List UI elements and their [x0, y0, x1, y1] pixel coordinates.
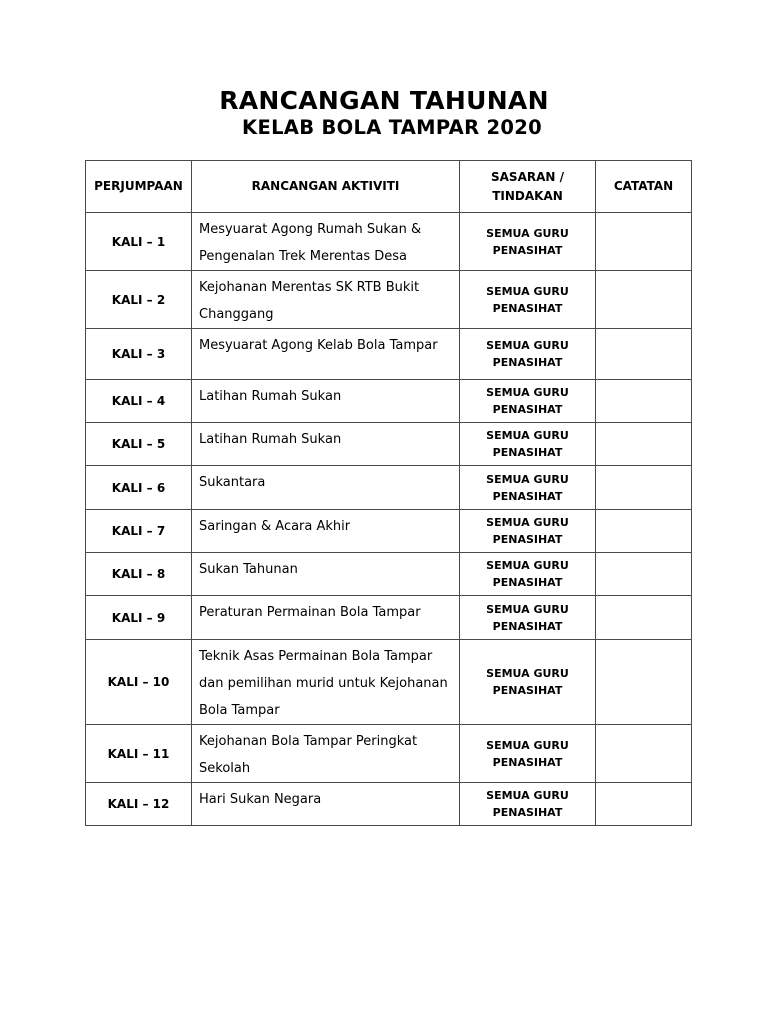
activity-cell: Peraturan Permainan Bola Tampar	[192, 596, 460, 640]
target-line2: PENASIHAT	[492, 446, 563, 459]
target-cell	[460, 725, 596, 783]
meeting-cell: KALI – 2	[86, 271, 192, 329]
notes-cell	[596, 423, 692, 466]
table-row	[86, 466, 692, 510]
target-line1: SEMUA GURU	[486, 339, 569, 352]
meeting-cell: KALI – 7	[86, 510, 192, 553]
target-cell	[460, 423, 596, 466]
target-line1: SEMUA GURU	[486, 667, 569, 680]
target-line1: SEMUA GURU	[486, 516, 569, 529]
target-line2: PENASIHAT	[492, 806, 563, 819]
table-row	[86, 213, 692, 271]
target-cell	[460, 640, 596, 725]
target-line1: SEMUA GURU	[486, 386, 569, 399]
target-line2: PENASIHAT	[492, 755, 563, 769]
activity-cell: Kejohanan Merentas SK RTB Bukit Changgang	[192, 271, 460, 329]
notes-cell	[596, 553, 692, 596]
target-line2: PENASIHAT	[492, 576, 563, 589]
document-title: RANCANGAN TAHUNAN	[219, 86, 549, 115]
notes-cell	[596, 510, 692, 553]
header-activity: RANCANGAN AKTIVITI	[192, 161, 460, 213]
notes-cell	[596, 380, 692, 423]
table-row	[86, 553, 692, 596]
activity-cell: Hari Sukan Negara	[192, 783, 460, 826]
notes-cell	[596, 596, 692, 640]
target-line1: SEMUA GURU	[486, 429, 569, 442]
target-line1: SEMUA GURU	[486, 472, 569, 486]
activity-cell: Sukan Tahunan	[192, 553, 460, 596]
meeting-cell: KALI – 10	[86, 640, 192, 725]
notes-cell	[596, 783, 692, 826]
notes-cell	[596, 213, 692, 271]
table-row	[86, 271, 692, 329]
meeting-cell: KALI – 9	[86, 596, 192, 640]
meeting-cell: KALI – 3	[86, 329, 192, 380]
document-subtitle: KELAB BOLA TAMPAR 2020	[242, 116, 542, 139]
activity-cell: Mesyuarat Agong Kelab Bola Tampar	[192, 329, 460, 380]
target-cell	[460, 380, 596, 423]
meeting-cell: KALI – 1	[86, 213, 192, 271]
meeting-cell: KALI – 8	[86, 553, 192, 596]
activity-cell: Sukantara	[192, 466, 460, 510]
target-cell	[460, 510, 596, 553]
table-row	[86, 510, 692, 553]
notes-cell	[596, 466, 692, 510]
meeting-cell: KALI – 11	[86, 725, 192, 783]
notes-cell	[596, 640, 692, 725]
target-line2: PENASIHAT	[492, 356, 563, 369]
plan-table	[85, 160, 692, 826]
target-line2: PENASIHAT	[492, 533, 563, 546]
table-body	[86, 213, 692, 826]
notes-cell	[596, 725, 692, 783]
target-cell	[460, 553, 596, 596]
table-row	[86, 380, 692, 423]
notes-cell	[596, 329, 692, 380]
header-notes: CATATAN	[596, 161, 692, 213]
meeting-cell: KALI – 12	[86, 783, 192, 826]
target-cell	[460, 466, 596, 510]
target-line1: SEMUA GURU	[486, 738, 569, 752]
target-line2: PENASIHAT	[492, 684, 563, 697]
activity-cell: Saringan & Acara Akhir	[192, 510, 460, 553]
meeting-cell: KALI – 5	[86, 423, 192, 466]
target-line2: PENASIHAT	[492, 489, 563, 503]
activity-cell: Teknik Asas Permainan Bola Tampar dan pemilihan murid untuk Kejohanan Bola Tampar	[192, 640, 460, 725]
table-row	[86, 640, 692, 725]
target-line1: SEMUA GURU	[486, 602, 569, 616]
target-line2: PENASIHAT	[492, 301, 563, 315]
header-target-line2: TINDAKAN	[492, 188, 563, 203]
table-row	[86, 783, 692, 826]
target-line1: SEMUA GURU	[486, 226, 569, 240]
table-row	[86, 423, 692, 466]
meeting-cell: KALI – 4	[86, 380, 192, 423]
activity-cell: Latihan Rumah Sukan	[192, 423, 460, 466]
target-cell	[460, 596, 596, 640]
target-cell	[460, 271, 596, 329]
header-target-line1: SASARAN /	[491, 169, 564, 184]
target-line2: PENASIHAT	[492, 619, 563, 633]
target-line2: PENASIHAT	[492, 403, 563, 416]
activity-cell: Latihan Rumah Sukan	[192, 380, 460, 423]
target-line1: SEMUA GURU	[486, 284, 569, 298]
target-line2: PENASIHAT	[492, 243, 563, 257]
header-target	[460, 161, 596, 213]
header-row	[86, 161, 692, 213]
target-line1: SEMUA GURU	[486, 559, 569, 572]
target-line1: SEMUA GURU	[486, 789, 569, 802]
meeting-cell: KALI – 6	[86, 466, 192, 510]
table-row	[86, 596, 692, 640]
target-cell	[460, 329, 596, 380]
target-cell	[460, 213, 596, 271]
table-row	[86, 725, 692, 783]
header-meeting: PERJUMPAAN	[86, 161, 192, 213]
target-cell	[460, 783, 596, 826]
activity-cell: Mesyuarat Agong Rumah Sukan & Pengenalan Trek Merentas Desa	[192, 213, 460, 271]
notes-cell	[596, 271, 692, 329]
activity-cell: Kejohanan Bola Tampar Peringkat Sekolah	[192, 725, 460, 783]
table-row	[86, 329, 692, 380]
